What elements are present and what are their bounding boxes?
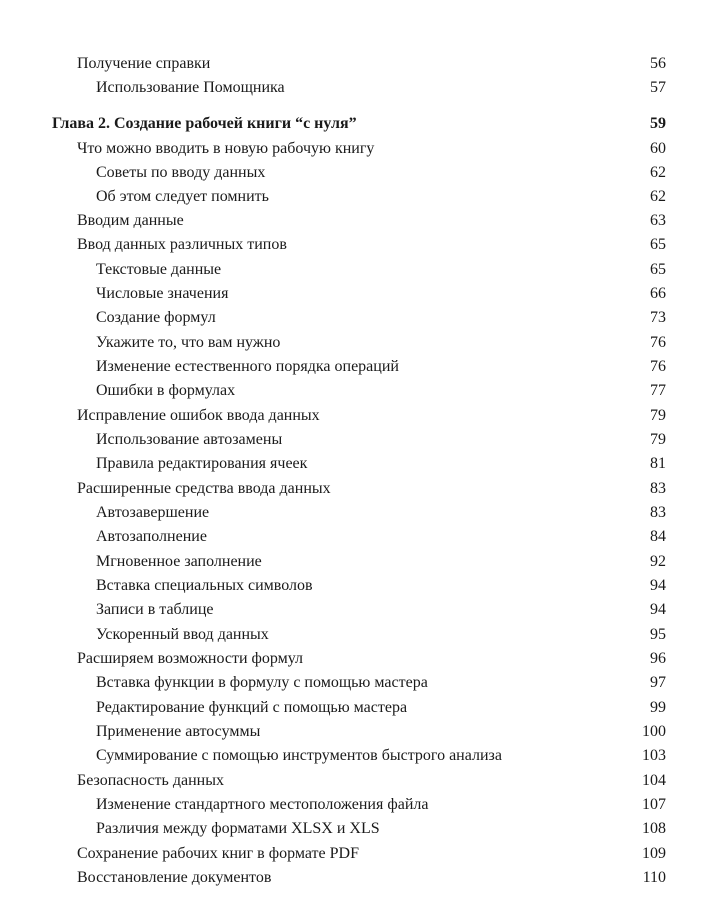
toc-entry-title: Сохранение рабочих книг в формате PDF xyxy=(77,845,359,862)
toc-entry-page-number: 109 xyxy=(642,845,666,862)
toc-subsection-entry xyxy=(0,283,711,305)
toc-subsection-entry xyxy=(0,551,711,573)
toc-subsection-entry xyxy=(0,575,711,597)
toc-entry-title: Записи в таблице xyxy=(96,601,214,618)
toc-entry-page-number: 63 xyxy=(650,212,666,229)
toc-entry-page-number: 103 xyxy=(642,747,666,764)
toc-entry-title: Суммирование с помощью инструментов быстрого анализа xyxy=(96,747,502,764)
toc-section-entry xyxy=(0,867,711,889)
toc-entry-page-number: 57 xyxy=(650,79,666,96)
toc-section-entry xyxy=(0,405,711,427)
toc-section-entry xyxy=(0,843,711,865)
toc-subsection-entry xyxy=(0,672,711,694)
toc-entry-page-number: 59 xyxy=(650,115,666,132)
toc-subsection-entry xyxy=(0,453,711,475)
toc-entry-title: Редактирование функций с помощью мастера xyxy=(96,699,408,716)
toc-entry-title: Вставка специальных символов xyxy=(96,577,313,594)
toc-entry-page-number: 83 xyxy=(650,504,666,521)
toc-entry-page-number: 97 xyxy=(650,674,666,691)
toc-section-entry xyxy=(0,234,711,256)
toc-entry-title: Глава 2. Создание рабочей книги “с нуля” xyxy=(52,115,357,132)
toc-subsection-entry xyxy=(0,697,711,719)
toc-entry-title: Укажите то, что вам нужно xyxy=(96,334,281,351)
toc-entry-page-number: 73 xyxy=(650,309,666,326)
toc-entry-page-number: 110 xyxy=(642,869,666,886)
toc-entry-page-number: 108 xyxy=(642,820,666,837)
toc-entry-page-number: 83 xyxy=(650,480,666,497)
toc-section-entry xyxy=(0,478,711,500)
toc-subsection-entry xyxy=(0,599,711,621)
toc-entry-title: Создание формул xyxy=(96,309,216,326)
toc-entry-title: Ошибки в формулах xyxy=(96,382,236,399)
toc-entry-title: Об этом следует помнить xyxy=(96,188,269,205)
toc-entry-title: Использование Помощника xyxy=(96,79,285,96)
toc-entry-page-number: 94 xyxy=(650,577,666,594)
toc-entry-title: Безопасность данных xyxy=(77,772,224,789)
toc-entry-page-number: 77 xyxy=(650,382,666,399)
toc-subsection-entry xyxy=(0,380,711,402)
toc-entry-page-number: 104 xyxy=(642,772,666,789)
toc-section-entry xyxy=(0,138,711,160)
toc-entry-title: Автозавершение xyxy=(96,504,210,521)
toc-subsection-entry xyxy=(0,721,711,743)
toc-entry-title: Ускоренный ввод данных xyxy=(96,626,269,643)
toc-section-entry xyxy=(0,770,711,792)
toc-entry-page-number: 99 xyxy=(650,699,666,716)
toc-entry-title: Правила редактирования ячеек xyxy=(96,455,308,472)
toc-entry-page-number: 79 xyxy=(650,407,666,424)
toc-entry-title: Изменение стандартного местоположения файла xyxy=(96,796,429,813)
toc-chapter-heading xyxy=(0,113,711,135)
toc-entry-title: Автозаполнение xyxy=(96,528,207,545)
toc-entry-title: Вставка функции в формулу с помощью мастера xyxy=(96,674,428,691)
toc-entry-page-number: 76 xyxy=(650,358,666,375)
toc-entry-title: Текстовые данные xyxy=(96,261,222,278)
toc-entry-page-number: 100 xyxy=(642,723,666,740)
toc-entry-title: Советы по вводу данных xyxy=(96,164,266,181)
toc-entry-title: Различия между форматами XLSX и XLS xyxy=(96,820,380,837)
toc-entry-title: Получение справки xyxy=(77,55,211,72)
toc-entry-page-number: 65 xyxy=(650,261,666,278)
toc-entry-page-number: 66 xyxy=(650,285,666,302)
toc-subsection-entry xyxy=(0,77,711,99)
toc-subsection-entry xyxy=(0,259,711,281)
toc-entry-page-number: 65 xyxy=(650,236,666,253)
toc-entry-page-number: 62 xyxy=(650,188,666,205)
toc-subsection-entry xyxy=(0,745,711,767)
toc-entry-page-number: 76 xyxy=(650,334,666,351)
toc-entry-page-number: 60 xyxy=(650,140,666,157)
toc-entry-title: Восстановление документов xyxy=(77,869,272,886)
toc-subsection-entry xyxy=(0,818,711,840)
toc-subsection-entry xyxy=(0,307,711,329)
toc-entry-page-number: 56 xyxy=(650,55,666,72)
toc-entry-title: Ввод данных различных типов xyxy=(77,236,287,253)
toc-entry-title: Использование автозамены xyxy=(96,431,283,448)
toc-subsection-entry xyxy=(0,356,711,378)
toc-entry-page-number: 62 xyxy=(650,164,666,181)
toc-section-entry xyxy=(0,210,711,232)
toc-subsection-entry xyxy=(0,526,711,548)
toc-subsection-entry xyxy=(0,162,711,184)
toc-entry-page-number: 94 xyxy=(650,601,666,618)
toc-entry-title: Исправление ошибок ввода данных xyxy=(77,407,320,424)
toc-subsection-entry xyxy=(0,794,711,816)
toc-entry-title: Применение автосуммы xyxy=(96,723,261,740)
toc-entry-page-number: 81 xyxy=(650,455,666,472)
toc-subsection-entry xyxy=(0,429,711,451)
toc-entry-page-number: 96 xyxy=(650,650,666,667)
toc-entry-page-number: 92 xyxy=(650,553,666,570)
toc-entry-title: Расширенные средства ввода данных xyxy=(77,480,331,497)
toc-subsection-entry xyxy=(0,624,711,646)
toc-section-entry xyxy=(0,53,711,75)
toc-entry-page-number: 84 xyxy=(650,528,666,545)
toc-entry-title: Мгновенное заполнение xyxy=(96,553,262,570)
toc-entry-title: Что можно вводить в новую рабочую книгу xyxy=(77,140,375,157)
toc-section-entry xyxy=(0,648,711,670)
toc-entry-title: Изменение естественного порядка операций xyxy=(96,358,399,375)
toc-entry-page-number: 79 xyxy=(650,431,666,448)
toc-subsection-entry xyxy=(0,186,711,208)
toc-entry-page-number: 107 xyxy=(642,796,666,813)
toc-entry-title: Расширяем возможности формул xyxy=(77,650,304,667)
toc-subsection-entry xyxy=(0,502,711,524)
toc-entry-title: Числовые значения xyxy=(96,285,229,302)
toc-subsection-entry xyxy=(0,332,711,354)
toc-entry-title: Вводим данные xyxy=(77,212,184,229)
toc-entry-page-number: 95 xyxy=(650,626,666,643)
